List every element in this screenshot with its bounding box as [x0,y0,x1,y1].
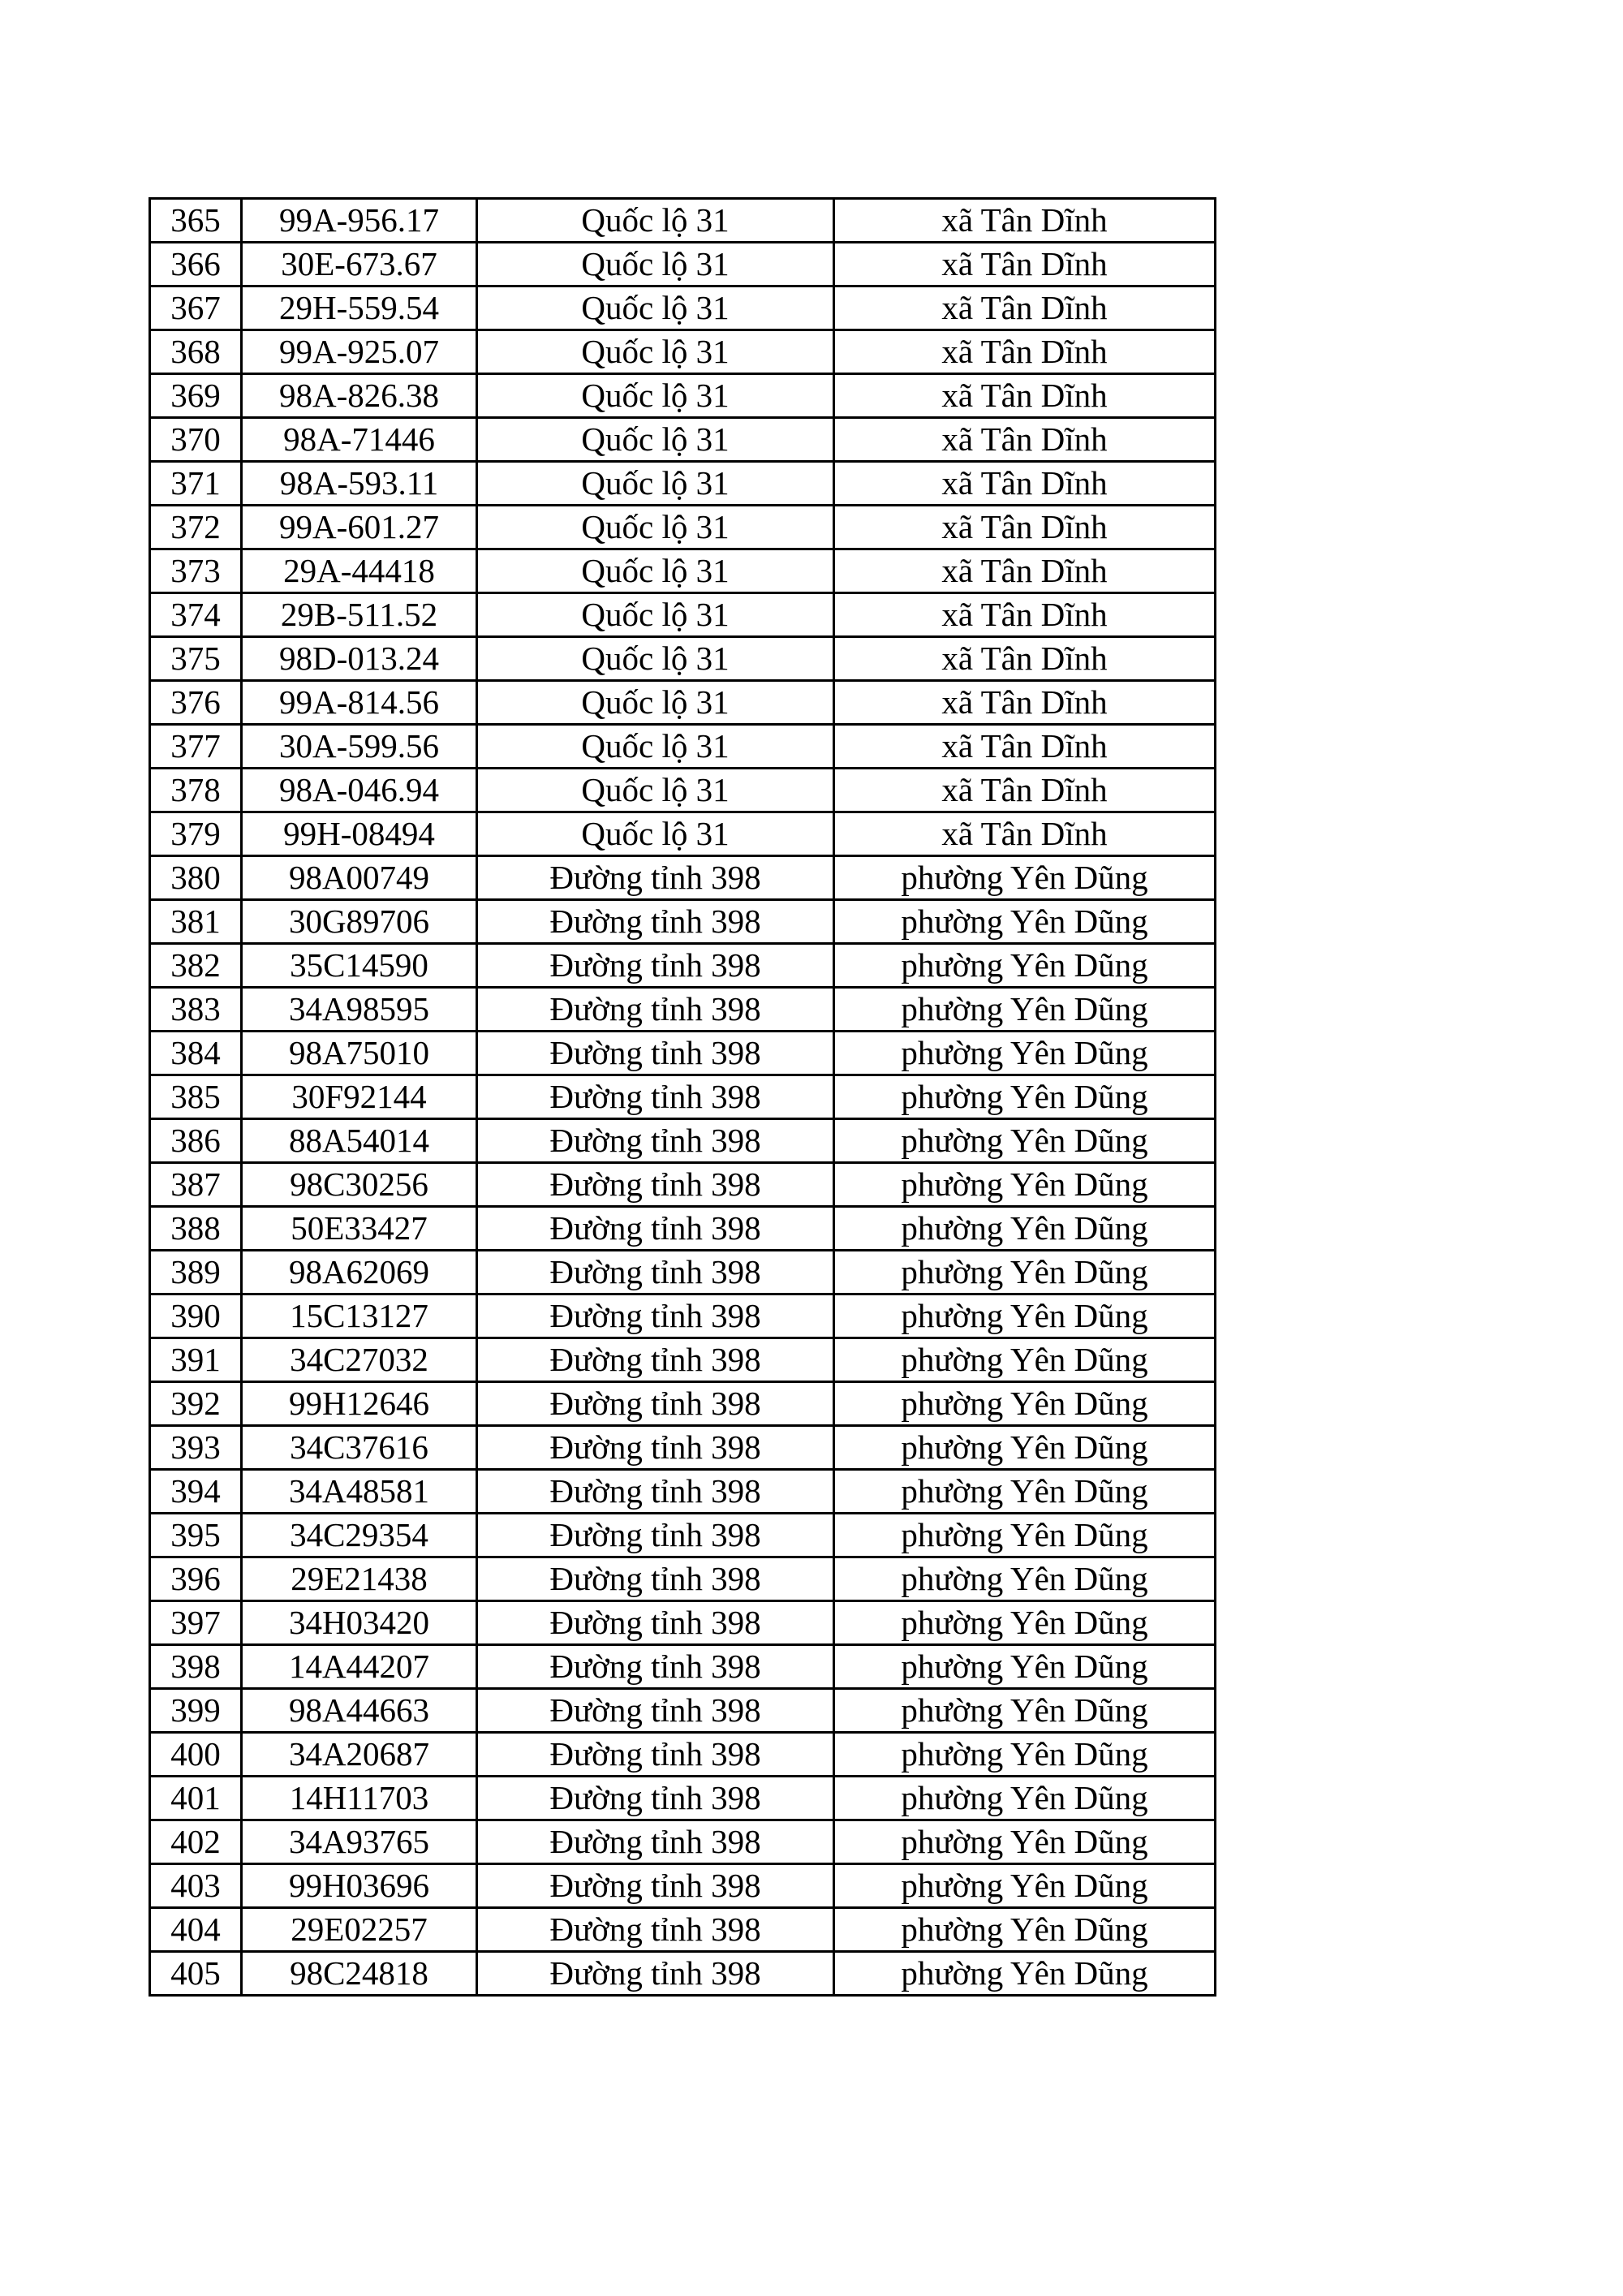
road-cell: Đường tỉnh 398 [477,944,834,988]
road-cell: Đường tỉnh 398 [477,1075,834,1119]
row-number-cell: 373 [150,549,242,593]
row-number-cell: 391 [150,1338,242,1382]
ward-cell: xã Tân Dĩnh [834,418,1216,462]
ward-cell: phường Yên Dũng [834,1163,1216,1207]
table-row [150,681,1216,725]
ward-cell: phường Yên Dũng [834,1908,1216,1952]
ward-cell: xã Tân Dĩnh [834,637,1216,681]
ward-cell: xã Tân Dĩnh [834,593,1216,637]
road-cell: Quốc lộ 31 [477,681,834,725]
ward-cell: phường Yên Dũng [834,1777,1216,1820]
table-row [150,1689,1216,1733]
row-number-cell: 374 [150,593,242,637]
road-cell: Quốc lộ 31 [477,593,834,637]
license-plate-cell: 99A-925.07 [242,330,477,374]
row-number-cell: 380 [150,856,242,900]
table-row [150,1601,1216,1645]
ward-cell: phường Yên Dũng [834,988,1216,1032]
road-cell: Đường tỉnh 398 [477,1338,834,1382]
road-cell: Quốc lộ 31 [477,506,834,549]
table-row [150,462,1216,506]
license-plate-cell: 98A-71446 [242,418,477,462]
road-cell: Đường tỉnh 398 [477,1777,834,1820]
table-row [150,1426,1216,1470]
row-number-cell: 402 [150,1820,242,1864]
ward-cell: phường Yên Dũng [834,1075,1216,1119]
road-cell: Quốc lộ 31 [477,769,834,812]
road-cell: Đường tỉnh 398 [477,1470,834,1514]
row-number-cell: 392 [150,1382,242,1426]
row-number-cell: 369 [150,374,242,418]
license-plate-cell: 98A75010 [242,1032,477,1075]
table-row [150,1952,1216,1996]
road-cell: Đường tỉnh 398 [477,1645,834,1689]
table-row [150,1908,1216,1952]
row-number-cell: 384 [150,1032,242,1075]
road-cell: Quốc lộ 31 [477,812,834,856]
license-plate-cell: 98A-826.38 [242,374,477,418]
license-plate-cell: 99A-956.17 [242,199,477,243]
row-number-cell: 400 [150,1733,242,1777]
license-plate-cell: 50E33427 [242,1207,477,1251]
table-row [150,856,1216,900]
ward-cell: phường Yên Dũng [834,1689,1216,1733]
ward-cell: xã Tân Dĩnh [834,199,1216,243]
row-number-cell: 381 [150,900,242,944]
ward-cell: phường Yên Dũng [834,1207,1216,1251]
table-row [150,286,1216,330]
table-row [150,1294,1216,1338]
row-number-cell: 399 [150,1689,242,1733]
license-plate-cell: 29A-44418 [242,549,477,593]
table-row [150,1251,1216,1294]
license-plate-cell: 34C27032 [242,1338,477,1382]
table-row [150,1820,1216,1864]
ward-cell: xã Tân Dĩnh [834,769,1216,812]
ward-cell: phường Yên Dũng [834,900,1216,944]
road-cell: Đường tỉnh 398 [477,1426,834,1470]
row-number-cell: 379 [150,812,242,856]
license-plate-cell: 34A20687 [242,1733,477,1777]
license-plate-cell: 35C14590 [242,944,477,988]
ward-cell: xã Tân Dĩnh [834,462,1216,506]
road-cell: Đường tỉnh 398 [477,900,834,944]
license-plate-cell: 99H12646 [242,1382,477,1426]
ward-cell: phường Yên Dũng [834,1864,1216,1908]
road-cell: Quốc lộ 31 [477,374,834,418]
ward-cell: xã Tân Dĩnh [834,812,1216,856]
road-cell: Quốc lộ 31 [477,549,834,593]
row-number-cell: 368 [150,330,242,374]
ward-cell: xã Tân Dĩnh [834,374,1216,418]
row-number-cell: 403 [150,1864,242,1908]
row-number-cell: 386 [150,1119,242,1163]
ward-cell: xã Tân Dĩnh [834,725,1216,769]
ward-cell: phường Yên Dũng [834,1338,1216,1382]
road-cell: Đường tỉnh 398 [477,1207,834,1251]
license-plate-cell: 34C37616 [242,1426,477,1470]
ward-cell: phường Yên Dũng [834,1952,1216,1996]
license-plate-cell: 34A48581 [242,1470,477,1514]
table-row [150,988,1216,1032]
row-number-cell: 404 [150,1908,242,1952]
table-row [150,549,1216,593]
license-plate-cell: 98A00749 [242,856,477,900]
road-cell: Đường tỉnh 398 [477,1294,834,1338]
row-number-cell: 394 [150,1470,242,1514]
ward-cell: phường Yên Dũng [834,1382,1216,1426]
road-cell: Đường tỉnh 398 [477,1163,834,1207]
license-plate-cell: 98A62069 [242,1251,477,1294]
row-number-cell: 389 [150,1251,242,1294]
ward-cell: phường Yên Dũng [834,1601,1216,1645]
road-cell: Quốc lộ 31 [477,199,834,243]
license-plate-cell: 99H03696 [242,1864,477,1908]
road-cell: Quốc lộ 31 [477,462,834,506]
table-row [150,418,1216,462]
license-plate-cell: 34A98595 [242,988,477,1032]
license-plate-cell: 14H11703 [242,1777,477,1820]
row-number-cell: 397 [150,1601,242,1645]
ward-cell: phường Yên Dũng [834,1645,1216,1689]
table-row [150,812,1216,856]
road-cell: Quốc lộ 31 [477,725,834,769]
license-plate-cell: 29E21438 [242,1557,477,1601]
license-plate-cell: 34C29354 [242,1514,477,1557]
ward-cell: phường Yên Dũng [834,856,1216,900]
license-plate-cell: 14A44207 [242,1645,477,1689]
table-row [150,1864,1216,1908]
license-plate-cell: 30E-673.67 [242,243,477,286]
road-cell: Đường tỉnh 398 [477,856,834,900]
license-plate-cell: 98A44663 [242,1689,477,1733]
row-number-cell: 365 [150,199,242,243]
ward-cell: phường Yên Dũng [834,1294,1216,1338]
road-cell: Đường tỉnh 398 [477,1514,834,1557]
row-number-cell: 382 [150,944,242,988]
license-plate-cell: 98C30256 [242,1163,477,1207]
road-cell: Đường tỉnh 398 [477,1689,834,1733]
row-number-cell: 385 [150,1075,242,1119]
ward-cell: phường Yên Dũng [834,1119,1216,1163]
table-row [150,1382,1216,1426]
row-number-cell: 378 [150,769,242,812]
road-cell: Đường tỉnh 398 [477,1119,834,1163]
road-cell: Quốc lộ 31 [477,243,834,286]
table-row [150,1514,1216,1557]
ward-cell: phường Yên Dũng [834,1733,1216,1777]
ward-cell: xã Tân Dĩnh [834,243,1216,286]
table-row [150,944,1216,988]
row-number-cell: 401 [150,1777,242,1820]
ward-cell: phường Yên Dũng [834,1470,1216,1514]
license-plate-cell: 29H-559.54 [242,286,477,330]
table-row [150,769,1216,812]
row-number-cell: 383 [150,988,242,1032]
road-cell: Đường tỉnh 398 [477,1032,834,1075]
ward-cell: xã Tân Dĩnh [834,330,1216,374]
table-row [150,506,1216,549]
row-number-cell: 405 [150,1952,242,1996]
table-row [150,1470,1216,1514]
road-cell: Quốc lộ 31 [477,286,834,330]
table-row [150,1338,1216,1382]
ward-cell: phường Yên Dũng [834,1557,1216,1601]
license-plate-cell: 34H03420 [242,1601,477,1645]
ward-cell: phường Yên Dũng [834,1426,1216,1470]
license-plate-cell: 29B-511.52 [242,593,477,637]
road-cell: Quốc lộ 31 [477,637,834,681]
table-row [150,243,1216,286]
road-cell: Đường tỉnh 398 [477,988,834,1032]
license-plate-cell: 98A-593.11 [242,462,477,506]
violation-table-body [150,199,1216,1996]
road-cell: Đường tỉnh 398 [477,1820,834,1864]
ward-cell: phường Yên Dũng [834,1820,1216,1864]
table-row [150,1207,1216,1251]
license-plate-cell: 88A54014 [242,1119,477,1163]
row-number-cell: 371 [150,462,242,506]
table-row [150,374,1216,418]
row-number-cell: 393 [150,1426,242,1470]
table-row [150,1163,1216,1207]
row-number-cell: 370 [150,418,242,462]
row-number-cell: 398 [150,1645,242,1689]
license-plate-cell: 99H-08494 [242,812,477,856]
road-cell: Quốc lộ 31 [477,418,834,462]
row-number-cell: 366 [150,243,242,286]
table-row [150,1119,1216,1163]
road-cell: Đường tỉnh 398 [477,1908,834,1952]
road-cell: Quốc lộ 31 [477,330,834,374]
row-number-cell: 390 [150,1294,242,1338]
license-plate-cell: 29E02257 [242,1908,477,1952]
table-row [150,637,1216,681]
road-cell: Đường tỉnh 398 [477,1601,834,1645]
license-plate-cell: 98A-046.94 [242,769,477,812]
license-plate-cell: 98C24818 [242,1952,477,1996]
license-plate-cell: 98D-013.24 [242,637,477,681]
table-row [150,1032,1216,1075]
ward-cell: phường Yên Dũng [834,944,1216,988]
row-number-cell: 388 [150,1207,242,1251]
row-number-cell: 376 [150,681,242,725]
road-cell: Đường tỉnh 398 [477,1864,834,1908]
violation-table [149,197,1216,1997]
row-number-cell: 395 [150,1514,242,1557]
license-plate-cell: 15C13127 [242,1294,477,1338]
table-row [150,1075,1216,1119]
license-plate-cell: 99A-601.27 [242,506,477,549]
table-row [150,330,1216,374]
road-cell: Đường tỉnh 398 [477,1557,834,1601]
table-row [150,199,1216,243]
row-number-cell: 396 [150,1557,242,1601]
table-row [150,900,1216,944]
table-row [150,725,1216,769]
ward-cell: phường Yên Dũng [834,1514,1216,1557]
license-plate-cell: 30A-599.56 [242,725,477,769]
road-cell: Đường tỉnh 398 [477,1733,834,1777]
license-plate-cell: 30F92144 [242,1075,477,1119]
row-number-cell: 375 [150,637,242,681]
table-row [150,1777,1216,1820]
road-cell: Đường tỉnh 398 [477,1952,834,1996]
table-row [150,593,1216,637]
row-number-cell: 377 [150,725,242,769]
row-number-cell: 367 [150,286,242,330]
ward-cell: xã Tân Dĩnh [834,506,1216,549]
road-cell: Đường tỉnh 398 [477,1251,834,1294]
road-cell: Đường tỉnh 398 [477,1382,834,1426]
table-row [150,1557,1216,1601]
row-number-cell: 372 [150,506,242,549]
table-row [150,1733,1216,1777]
table-row [150,1645,1216,1689]
row-number-cell: 387 [150,1163,242,1207]
license-plate-cell: 30G89706 [242,900,477,944]
license-plate-cell: 99A-814.56 [242,681,477,725]
license-plate-cell: 34A93765 [242,1820,477,1864]
ward-cell: phường Yên Dũng [834,1251,1216,1294]
ward-cell: xã Tân Dĩnh [834,286,1216,330]
ward-cell: phường Yên Dũng [834,1032,1216,1075]
ward-cell: xã Tân Dĩnh [834,681,1216,725]
ward-cell: xã Tân Dĩnh [834,549,1216,593]
